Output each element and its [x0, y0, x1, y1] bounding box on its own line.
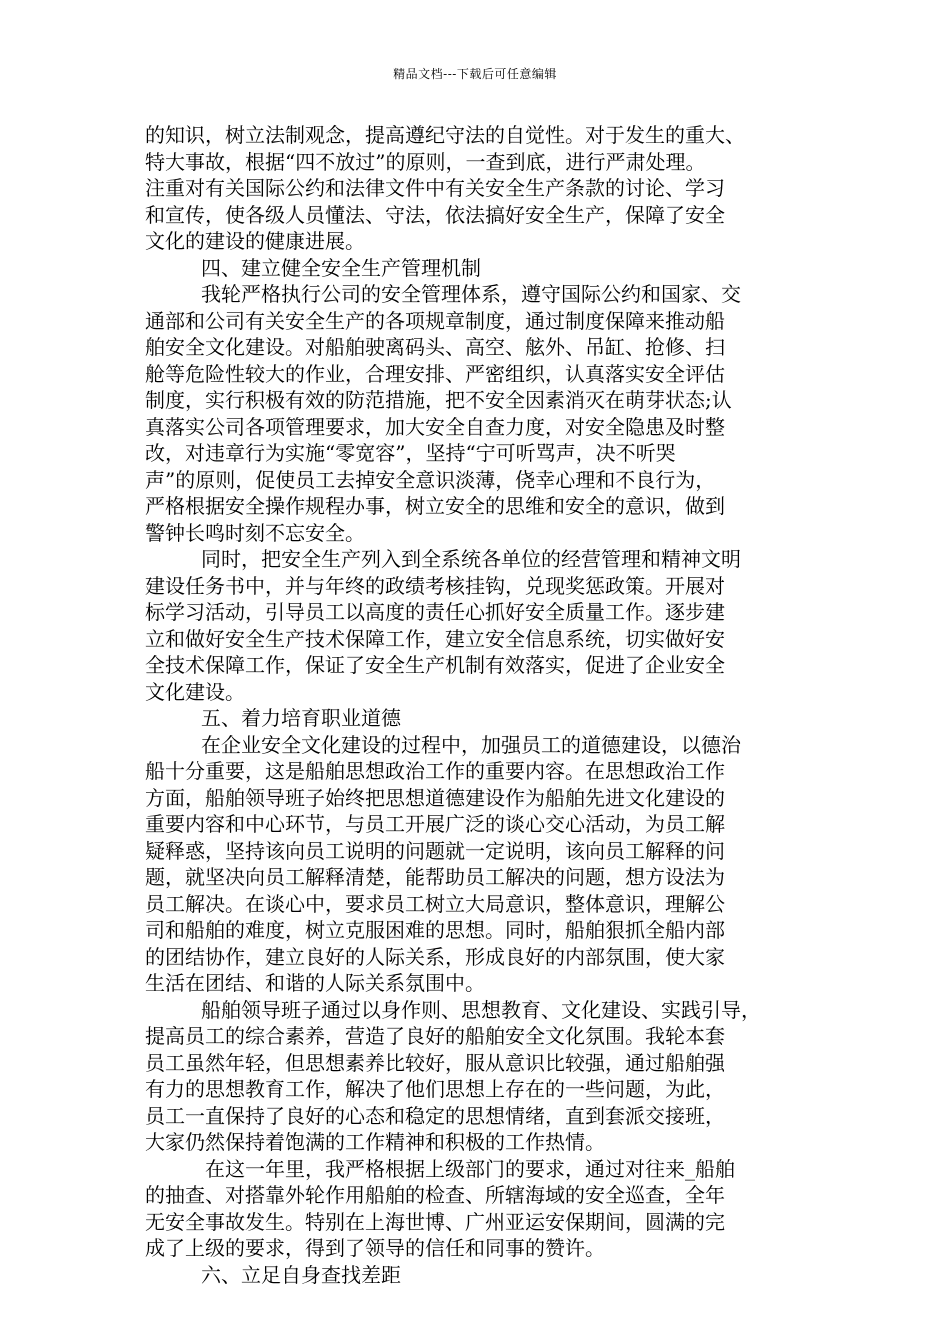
text-line: 船舶领导班子通过以身作则、思想教育、文化建设、实践引导， [201, 997, 761, 1022]
text-line: 疑释惑，坚持该向员工说明的问题就一定说明，该向员工解释的问 [145, 838, 725, 863]
text-line: 建设任务书中，并与年终的政绩考核挂钩，兑现奖惩政策。开展对 [145, 573, 725, 598]
text-line: 制度，实行积极有效的防范措施，把不安全因素消灭在萌芽状态;认 [145, 388, 732, 412]
text-line: 和宣传，使各级人员懂法、守法，依法搞好安全生产，保障了安全 [145, 202, 725, 227]
page-header: 精品文档---下载后可任意编辑 [393, 67, 557, 81]
text-line: 在这一年里，我严格根据上级部门的要求，通过对往来_船舶 [205, 1156, 735, 1181]
text-line: 全技术保障工作，保证了安全生产机制有效落实，促进了企业安全 [145, 653, 725, 677]
text-line: 员工解决。在谈心中，要求员工树立大局意识，整体意识，理解公 [145, 891, 725, 916]
text-line: 的团结协作，建立良好的人际关系，形成良好的内部氛围，使大家 [145, 944, 725, 969]
text-line: 提高员工的综合素养，营造了良好的船舶安全文化氛围。我轮本套 [145, 1024, 725, 1048]
text-line: 舶安全文化建设。对船舶驶离码头、高空、舷外、吊缸、抢修、扫 [145, 335, 725, 359]
section-heading-6: 六、立足自身查找差距 [201, 1262, 401, 1287]
text-line: 真落实公司各项管理要求，加大安全自查力度，对安全隐患及时整 [145, 414, 725, 439]
text-line: 注重对有关国际公约和法律文件中有关安全生产条款的讨论、学习 [145, 176, 725, 200]
text-line: 立和做好安全生产技术保障工作，建立安全信息系统，切实做好安 [145, 626, 725, 651]
text-line: 生活在团结、和谐的人际关系氛围中。 [145, 971, 485, 995]
text-line: 特大事故，根据“四不放过”的原则，一查到底，进行严肃处理。 [145, 149, 706, 174]
text-line: 标学习活动，引导员工以高度的责任心抓好安全质量工作。逐步建 [145, 600, 725, 624]
text-line: 员工虽然年轻，但思想素养比较好，服从意识比较强，通过船舶强 [145, 1050, 725, 1075]
text-line: 大家仍然保持着饱满的工作精神和积极的工作热情。 [145, 1130, 605, 1154]
text-line: 同时，把安全生产列入到全系统各单位的经营管理和精神文明 [201, 547, 741, 571]
text-line: 通部和公司有关安全生产的各项规章制度，通过制度保障来推动船 [145, 308, 725, 333]
section-heading-4: 四、建立健全安全生产管理机制 [201, 255, 481, 280]
text-line: 警钟长鸣时刻不忘安全。 [145, 520, 365, 545]
document-body [145, 122, 805, 1288]
text-line: 的抽查、对搭靠外轮作用船舶的检查、所辖海域的安全巡查，全年 [145, 1183, 725, 1207]
text-line: 我轮严格执行公司的安全管理体系，遵守国际公约和国家、交 [201, 282, 741, 306]
text-line: 船十分重要，这是船舶思想政治工作的重要内容。在思想政治工作 [145, 759, 725, 783]
text-line: 成了上级的要求，得到了领导的信任和同事的赞许。 [145, 1236, 605, 1260]
text-line: 有力的思想教育工作，解决了他们思想上存在的一些问题，为此， [145, 1077, 725, 1101]
text-line: 司和船舶的难度，树立克服困难的思想。同时，船舶狠抓全船内部 [145, 918, 725, 942]
text-line: 题，就坚决向员工解释清楚，能帮助员工解决的问题，想方设法为 [145, 865, 725, 889]
text-line: 方面，船舶领导班子始终把思想道德建设作为船舶先进文化建设的 [145, 785, 725, 810]
section-heading-5: 五、着力培育职业道德 [201, 706, 401, 730]
text-line: 重要内容和中心环节，与员工开展广泛的谈心交心活动，为员工解 [145, 812, 725, 836]
text-line: 文化建设。 [145, 679, 245, 704]
text-line: 舱等危险性较大的作业，合理安排、严密组织，认真落实安全评估 [145, 361, 725, 386]
text-line: 的知识，树立法制观念，提高遵纪守法的自觉性。对于发生的重大、 [145, 123, 745, 147]
text-line: 文化的建设的健康进展。 [145, 229, 365, 253]
text-line: 无安全事故发生。特别在上海世博、广州亚运安保期间，圆满的完 [145, 1209, 725, 1234]
text-line: 员工一直保持了良好的心态和稳定的思想情绪，直到套派交接班， [145, 1103, 725, 1128]
text-line: 声”的原则，促使员工去掉安全意识淡薄，侥幸心理和不良行为， [145, 467, 716, 492]
text-line: 严格根据安全操作规程办事，树立安全的思维和安全的意识，做到 [145, 494, 725, 518]
text-line: 在企业安全文化建设的过程中，加强员工的道德建设，以德治 [201, 732, 741, 757]
text-line: 改，对违章行为实施“零宽容”，坚持“宁可听骂声，决不听哭 [145, 441, 676, 465]
